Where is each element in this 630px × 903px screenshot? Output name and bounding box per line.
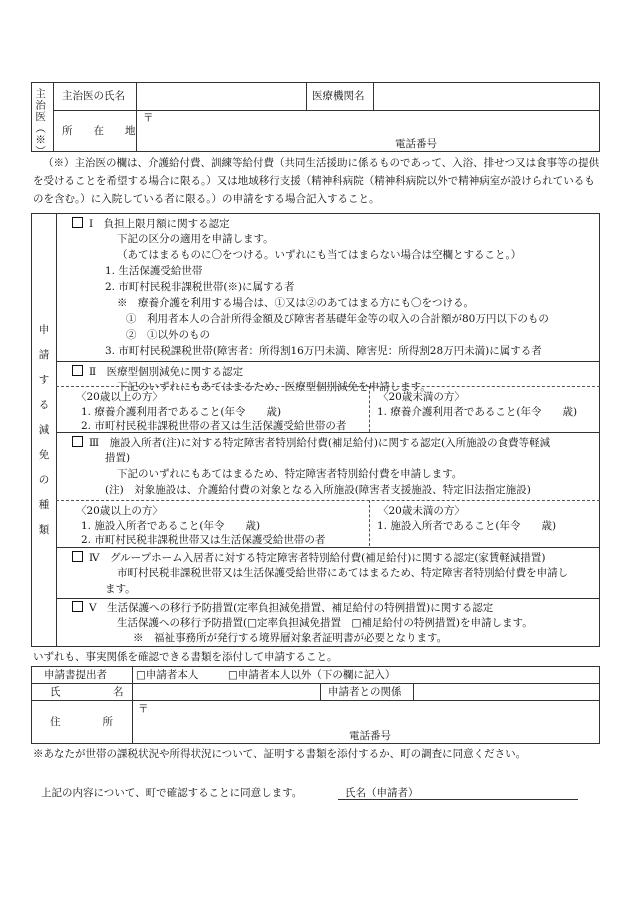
- s1-line1: 下記の区分の適用を申請します。: [117, 233, 274, 245]
- s1-sub-option-1[interactable]: ① 利用者本人の合計所得金額及び障害者基礎年金等の収入の合計額が80万円以下のもの: [126, 313, 549, 325]
- signature-underline: [338, 799, 578, 800]
- s3-left-1: 1. 施設入所者であること(年令 歳): [81, 520, 261, 532]
- submitter-option-self[interactable]: □申請者本人: [136, 669, 199, 681]
- s2-left-head: 〈20歳以上の方〉: [76, 391, 163, 403]
- doctor-address-field[interactable]: [137, 111, 599, 151]
- doctor-name-label: 主治医の氏名: [62, 90, 125, 102]
- submitter-label: 申請書提出者: [44, 669, 107, 681]
- s2-right-head: 〈20歳未満の方〉: [378, 391, 465, 403]
- s4-line2: ます。: [105, 583, 136, 595]
- submitter-postal-mark: 〒: [138, 703, 149, 715]
- s5-checkbox[interactable]: [72, 601, 83, 612]
- submitter-name-field[interactable]: [133, 684, 319, 699]
- relation-left-divider: [320, 683, 321, 700]
- s3-left-head: 〈20歳以上の方〉: [76, 505, 163, 517]
- s3-checkbox[interactable]: [72, 436, 83, 447]
- s3-line1: 下記のいずれにもあてはまるため、特定障害者特別給付費を申請します。: [117, 468, 463, 480]
- s1-option-2[interactable]: 2. 市町村民税非課税世帯(※)に属する者: [105, 281, 295, 293]
- s2-line1: 下記のいずれにもあてはまるため、医療型個別減免を申請します。: [117, 381, 431, 393]
- s1-line2: （あてはまるものに〇をつける。いずれにも当てはまらない場合は空欄とすること。）: [117, 249, 522, 261]
- institution-label: 医療機関名: [312, 90, 365, 102]
- submitter-phone-label: 電話番号: [349, 730, 391, 742]
- s2-left-2: 2. 市町村民税非課税世帯の者又は生活保護受給世帯の者: [81, 420, 347, 432]
- attach-note: いずれも、事実関係を確認できる書類を添付して申請すること。: [33, 651, 338, 663]
- divider-s2-s3: [56, 432, 600, 433]
- s1-checkbox[interactable]: [72, 217, 83, 228]
- s2-sub-divider-top: [56, 386, 600, 387]
- s3-sub-divider-mid: [369, 500, 370, 546]
- reduction-side-label: 申 請 す る 減 免 の 種 類: [38, 324, 50, 536]
- doctor-name-field[interactable]: [137, 83, 305, 109]
- submitter-option-other[interactable]: □申請者本人以外（下の欄に記入）: [228, 669, 396, 681]
- s2-right-1: 1. 療養介護利用者であること(年令 歳): [377, 406, 578, 418]
- submitter-name-label: 氏 名: [50, 686, 124, 698]
- doctor-postal-mark: 〒: [143, 112, 154, 124]
- s3-right-head: 〈20歳未満の方〉: [378, 505, 465, 517]
- institution-left-divider: [306, 82, 307, 110]
- s3-sub-divider-top: [56, 500, 600, 501]
- doctor-note: （※）主治医の欄は、介護給付費、訓練等給付費（共同生活援助に係るものであって、入浴、排せつ又は食事等の提供を受けることを希望する場合に限る。）又は地域移行支援（精神科病院（精神科病院以外で精神病室が設けられているものを含む。）に入院している者に限る。）の申請をする場合記入すること。: [33, 157, 600, 205]
- doctor-phone-label: 電話番号: [395, 138, 437, 150]
- s3-line2: (注) 対象施設は、介護給付費の対象となる入所施設(障害者支援施設、特定旧法指定施設): [105, 484, 531, 496]
- s5-line2: ※ 福祉事務所が発行する境界層対象者証明書が必要となります。: [133, 632, 448, 644]
- doctor-side-divider: [53, 82, 54, 152]
- reduction-side-divider: [56, 213, 57, 647]
- consent-note: ※あなたが世帯の課税状況や所得状況について、証明する書類を添付するか、町の調査に同意ください。: [33, 748, 527, 760]
- divider-s3-s4: [56, 547, 600, 548]
- submitter-address-label: 住 所: [50, 716, 113, 728]
- relation-label: 申請者との関係: [328, 686, 402, 698]
- institution-field[interactable]: [374, 83, 599, 109]
- s3-left-2: 2. 市町村民税非課税世帯又は生活保護受給世帯の者: [81, 534, 326, 546]
- s5-head[interactable]: [72, 601, 493, 615]
- s1-head[interactable]: [72, 217, 230, 231]
- divider-s4-s5: [56, 598, 600, 599]
- s5-line1[interactable]: 生活保護への移行予防措置(□定率負担減免措置 □補足給付の特例措置)を申請します。: [117, 617, 533, 629]
- signature-field[interactable]: [420, 782, 578, 799]
- doctor-side-label: 主治医（※）: [34, 88, 47, 157]
- divider-s1-s2: [56, 361, 600, 362]
- relation-field[interactable]: [414, 684, 599, 699]
- consent-line: 上記の内容について、町で確認することに同意します。: [41, 787, 303, 799]
- s3-right-1: 1. 施設入所者であること(年令 歳): [377, 520, 557, 532]
- s2-head[interactable]: [72, 365, 243, 379]
- s1-head-text: Ⅰ 負担上限月額に関する認定: [89, 218, 230, 230]
- s2-left-1: 1. 療養介護利用者であること(年令 歳): [81, 406, 282, 418]
- doctor-address-label: 所 在 地: [62, 125, 136, 137]
- s2-head-text: Ⅱ 医療型個別減免に関する認定: [89, 366, 244, 378]
- s4-checkbox[interactable]: [72, 551, 83, 562]
- s1-sub-option-2[interactable]: ② ①以外のもの: [126, 329, 210, 341]
- s4-head-text: Ⅳ グループホーム入居者に対する特定障害者特別給付費(補足給付)に関する認定(家賃軽減措置): [89, 552, 546, 564]
- s1-note: ※ 療養介護を利用する場合は、①又は②のあてはまる方にも〇をつける。: [117, 297, 474, 309]
- s1-option-1[interactable]: 1. 生活保護受給世帯: [105, 265, 203, 277]
- s1-option-3[interactable]: 3. 市町村民税課税世帯(障害者：所得割16万円未満、障害児：所得割28万円未満)に属する者: [105, 345, 542, 357]
- s3-head-text: Ⅲ 施設入所者(注)に対する特定障害者特別給付費(補足給付)に関する認定(入所施設の食費等軽減: [89, 437, 551, 449]
- s4-head[interactable]: [72, 551, 546, 565]
- s2-sub-divider-mid: [369, 386, 370, 432]
- s4-line1: 市町村民税非課税世帯又は生活保護受給世帯にあてはまるため、特定障害者特別給付費を申請し: [117, 567, 569, 579]
- s3-head[interactable]: [72, 436, 550, 450]
- s2-checkbox[interactable]: [72, 365, 83, 376]
- signature-label: 氏名（申請者）: [345, 787, 419, 799]
- s3-head-cont: 措置): [105, 452, 131, 464]
- s5-head-text: Ⅴ 生活保護への移行予防措置(定率負担減免措置、補足給付の特例措置)に関する認定: [89, 602, 494, 614]
